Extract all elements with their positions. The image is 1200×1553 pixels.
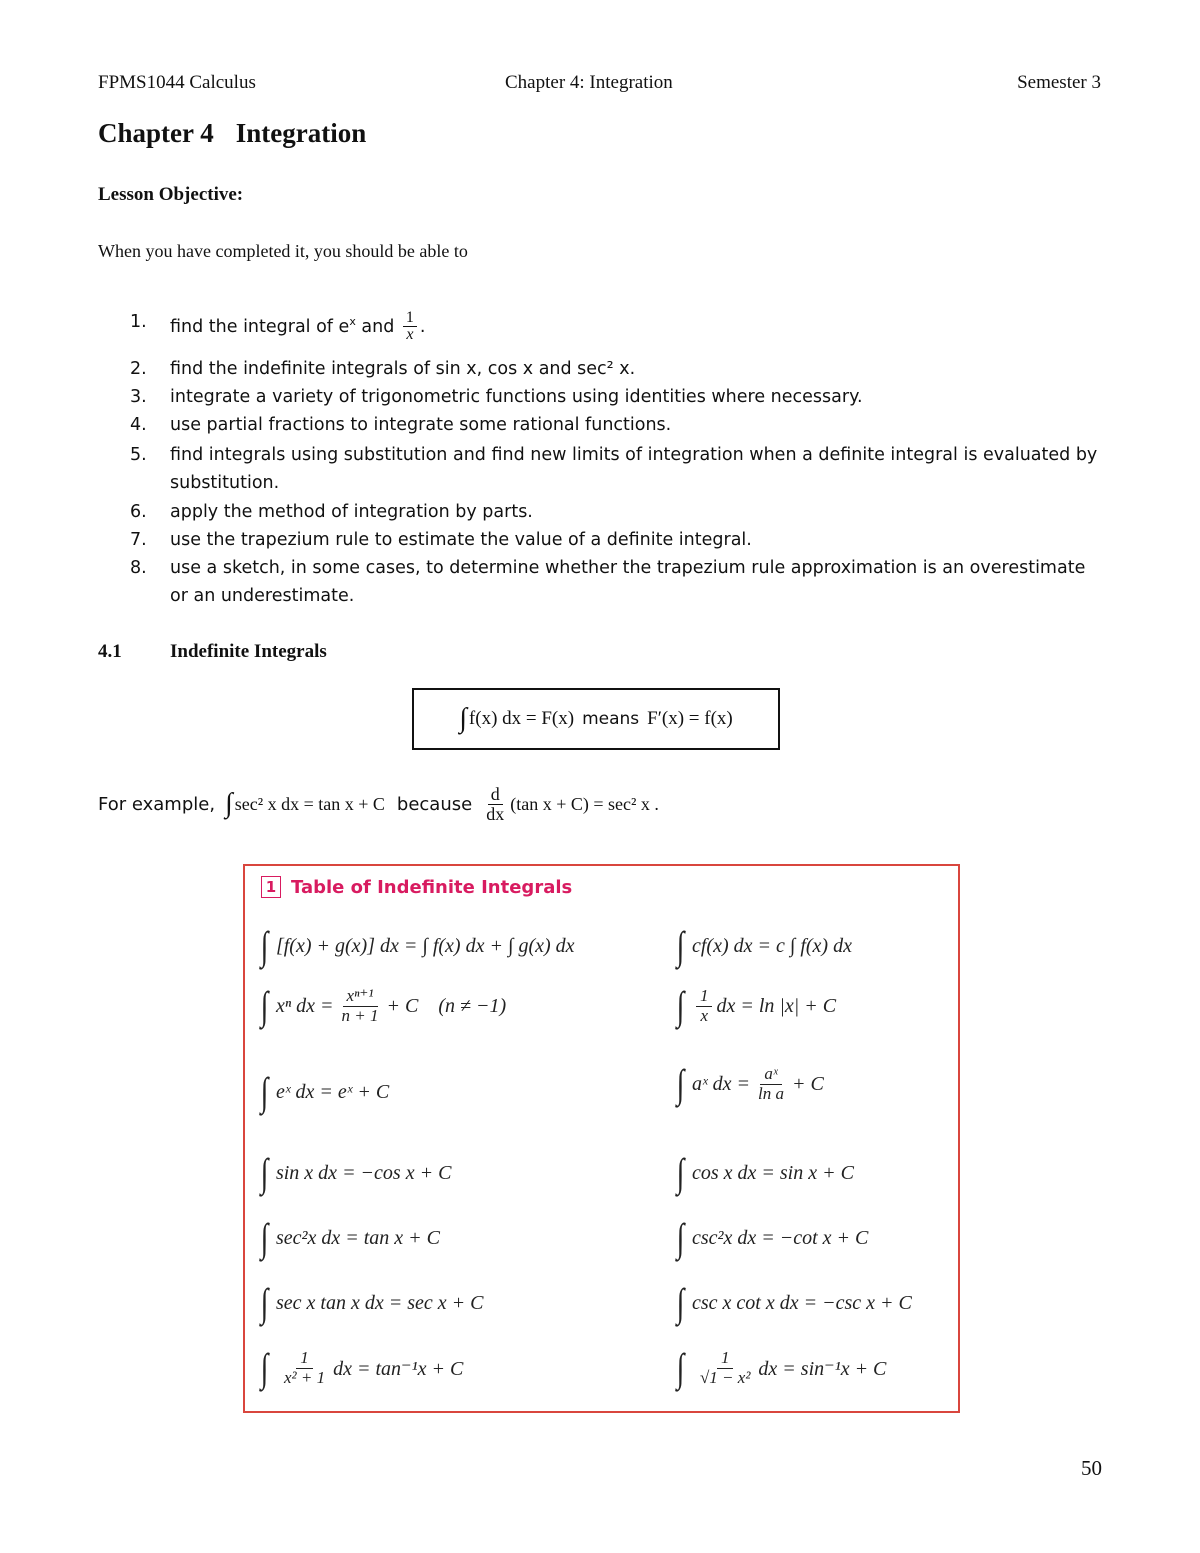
header-semester: Semester 3: [1017, 72, 1101, 93]
header-course: FPMS1044 Calculus: [98, 72, 256, 93]
example-integral: sec² x dx = tan x + C: [234, 793, 385, 814]
section-heading: [98, 641, 327, 663]
table-title-text: Table of Indefinite Integrals: [291, 876, 573, 898]
formula-text: eˣ dx = eˣ + C: [275, 1080, 390, 1103]
integral-sign-icon: ∫: [260, 983, 269, 1028]
example-line: [98, 778, 659, 830]
objective-item: [130, 355, 1105, 383]
lesson-objective-heading: Lesson Objective:: [98, 184, 244, 205]
page-number: 50: [1081, 1456, 1102, 1480]
integral-sign-icon: ∫: [676, 983, 685, 1028]
objective-item: [130, 554, 1105, 606]
formula-text: cos x dx = sin x + C: [691, 1161, 854, 1184]
fraction-numerator: 1: [296, 1349, 313, 1369]
objective-number: 1.: [130, 312, 147, 332]
formula-text: sin x dx = −cos x + C: [275, 1161, 452, 1184]
formula-fraction: [338, 987, 383, 1025]
formula-fraction: [754, 1065, 788, 1103]
formula-arcsin: [675, 1345, 887, 1390]
fraction-numerator: xⁿ⁺¹: [343, 987, 378, 1007]
objective-number: 8.: [130, 558, 147, 578]
fraction-denominator: x: [700, 1005, 708, 1025]
formula-text: + C: [791, 1072, 824, 1095]
chapter-name: Integration: [235, 118, 367, 148]
definition-means: means: [582, 709, 640, 729]
table-title: [261, 876, 572, 898]
fraction-numerator: aˣ: [760, 1065, 781, 1085]
integral-table: [243, 864, 960, 1413]
section-number: 4.1: [98, 641, 122, 662]
objective-number: 2.: [130, 359, 147, 379]
formula-constant-multiple: [675, 923, 852, 968]
objective-item: [130, 526, 1105, 554]
integral-sign-icon: ∫: [260, 1150, 269, 1195]
formula-power-rule: [259, 983, 507, 1028]
intro-text: When you have completed it, you should be able to: [98, 241, 468, 261]
one-over-x-fraction: $\frac{1}{x}$: [403, 310, 417, 345]
objective-text: find the indefinite integrals of sin x, cos x and sec² x.: [170, 359, 636, 379]
formula-csc-squared: [675, 1215, 869, 1260]
objective-number: 6.: [130, 502, 147, 522]
formula-text: csc x cot x dx = −csc x + C: [691, 1291, 912, 1314]
definition-rhs: F′(x) = f(x): [647, 708, 733, 729]
formula-text: csc²x dx = −cot x + C: [691, 1226, 869, 1249]
objective-text: apply the method of integration by parts.: [170, 502, 533, 522]
integral-sign-icon: ∫: [676, 1061, 685, 1106]
table-number: 1: [261, 876, 281, 898]
derivative-d: d: [488, 785, 503, 805]
formula-text: cf(x) dx = c ∫ f(x) dx: [691, 934, 852, 957]
integral-sign-icon: ∫: [260, 923, 269, 968]
objective-text: use partial fractions to integrate some rational functions.: [170, 415, 672, 435]
chapter-title: [98, 118, 388, 149]
fraction-denominator: n + 1: [341, 1005, 379, 1025]
objective-item: [130, 411, 1105, 439]
example-rest: (tan x + C) = sec² x .: [510, 793, 659, 814]
formula-fraction: [696, 1349, 754, 1387]
integral-sign-icon: ∫: [260, 1280, 269, 1325]
objective-text: and: [355, 316, 400, 337]
objective-text: integrate a variety of trigonometric functions using identities where necessary.: [170, 387, 863, 407]
formula-fraction: [280, 1349, 329, 1387]
objective-number: 4.: [130, 415, 147, 435]
objective-item: [130, 498, 1105, 526]
objective-number: 5.: [130, 445, 147, 465]
objective-item: [130, 441, 1105, 493]
integral-sign-icon: ∫: [676, 1150, 685, 1195]
objective-text: use a sketch, in some cases, to determine whether the trapezium rule approximation is an overestimate or an underestimate.: [170, 558, 1086, 606]
formula-reciprocal: [675, 983, 837, 1028]
formula-text: sec²x dx = tan x + C: [275, 1226, 441, 1249]
integral-sign-icon: ∫: [225, 788, 233, 819]
formula-text: xⁿ dx =: [275, 994, 334, 1017]
formula-sec-tan: [259, 1280, 484, 1325]
formula-arctan: [259, 1345, 464, 1390]
integral-sign-icon: ∫: [676, 1280, 685, 1325]
example-lead: For example,: [98, 793, 216, 815]
objective-number: 3.: [130, 387, 147, 407]
objective-item: [130, 383, 1105, 411]
objective-text: find the integral of e: [170, 316, 350, 337]
formula-csc-cot: [675, 1280, 912, 1325]
formula-sec-squared: [259, 1215, 441, 1260]
example-because: because: [396, 793, 473, 815]
formula-text: dx = tan⁻¹x + C: [333, 1357, 464, 1380]
formula-text: [f(x) + g(x)] dx = ∫ f(x) dx + ∫ g(x) dx: [275, 934, 575, 957]
definition-lhs: f(x) dx = F(x): [468, 708, 575, 729]
integral-sign-icon: ∫: [676, 923, 685, 968]
objective-text: find integrals using substitution and find new limits of integration when a definite integral is evaluated by substitution.: [170, 445, 1098, 493]
integral-sign-icon: ∫: [676, 1345, 685, 1390]
formula-sum-rule: [259, 923, 575, 968]
formula-cos: [675, 1150, 854, 1195]
section-title: Indefinite Integrals: [170, 641, 327, 662]
fraction-numerator: 1: [717, 1349, 734, 1369]
objective-item: 1. find the integral of $e^x$ and $\frac{1}{x}$ .: [130, 308, 426, 344]
formula-exponential: [259, 1069, 390, 1114]
formula-text: + C (n ≠ −1): [386, 994, 507, 1017]
integral-sign-icon: ∫: [676, 1215, 685, 1260]
formula-text: sec x tan x dx = sec x + C: [275, 1291, 484, 1314]
fraction-denominator: √1 − x²: [699, 1367, 751, 1387]
fraction-denominator: ln a: [758, 1083, 784, 1103]
derivative-dx: dx: [486, 803, 505, 824]
objective-exponent: x: [349, 315, 356, 328]
chapter-number: Chapter 4: [98, 118, 214, 148]
formula-text: dx = ln |x| + C: [716, 994, 837, 1017]
formula-fraction: [696, 987, 713, 1025]
fraction-denominator: x² + 1: [283, 1367, 326, 1387]
integral-sign-icon: ∫: [260, 1069, 269, 1114]
integral-sign-icon: ∫: [459, 703, 467, 734]
header-chapter: Chapter 4: Integration: [505, 72, 673, 93]
fraction-numerator: 1: [696, 987, 713, 1007]
integral-sign-icon: ∫: [260, 1345, 269, 1390]
formula-sin: [259, 1150, 452, 1195]
derivative-fraction: [483, 785, 507, 824]
objective-number: 7.: [130, 530, 147, 550]
objective-text: use the trapezium rule to estimate the value of a definite integral.: [170, 530, 752, 550]
definition-box: [412, 688, 780, 750]
formula-text: aˣ dx =: [691, 1072, 750, 1095]
formula-general-exponential: [675, 1061, 824, 1106]
integral-sign-icon: ∫: [260, 1215, 269, 1260]
formula-text: dx = sin⁻¹x + C: [758, 1357, 887, 1380]
